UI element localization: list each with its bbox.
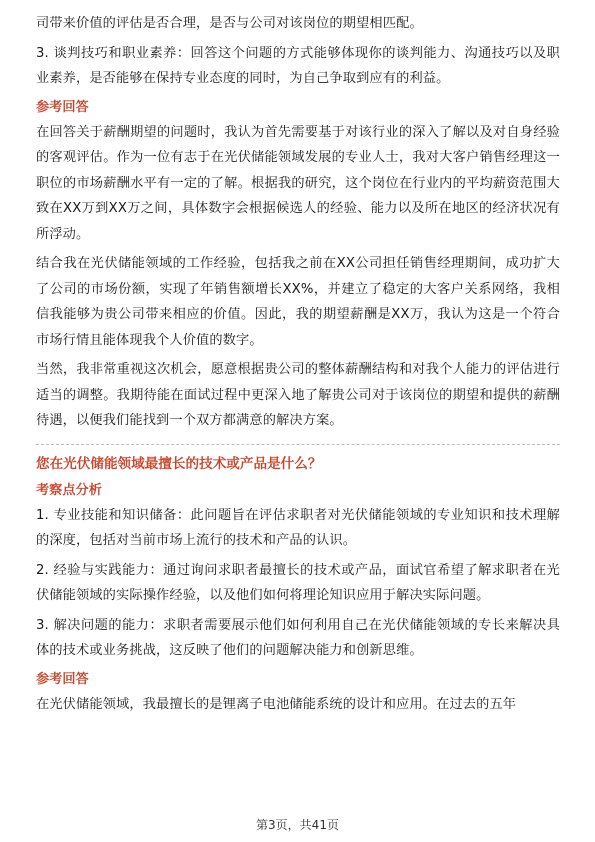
reference-answer-heading: 参考回答 bbox=[36, 671, 89, 687]
answer-paragraph: 结合我在光伏储能领域的工作经验，包括我之前在XX公司担任销售经理期间，成功扩大了公司的市场份额，实现了年销售额增长XX%，并建立了稳定的大客户关系网络，我相信我能够为贵公司带来相应的价值。因此，我的期望薪酬是XX万，我认为这是一个符合市场行情且能体现我个人价值的数字。 bbox=[36, 256, 560, 348]
answer-paragraph: 在光伏储能领域，我最擅长的是锂离子电池储能系统的设计和应用。在过去的五年 bbox=[36, 696, 517, 712]
analysis-point: 2. 经验与实践能力：通过询问求职者最擅长的技术或产品，面试官希望了解求职者在光伏储能领域的实际操作经验，以及他们如何将理论知识应用于解决实际问题。 bbox=[36, 562, 560, 603]
reference-answer-heading: 参考回答 bbox=[36, 99, 89, 115]
paragraph-intro-tail: 司带来价值的评估是否合理，是否与公司对该岗位的期望相匹配。 bbox=[36, 16, 423, 31]
answer-paragraph: 在回答关于薪酬期望的问题时，我认为首先需要基于对该行业的深入了解以及对自身经验的客观评估。作为一位有志于在光伏储能领域发展的专业人士，我对大客户销售经理这一职位的市场薪酬水平有一定的了解。根据我的研究，这个岗位在行业内的平均薪资范围大致在XX万到XX万之间，具体数字会根据候选人的经验、能力以及所在地区的经济状况有所浮动。 bbox=[36, 124, 560, 242]
section-divider bbox=[36, 444, 560, 445]
analysis-point: 3. 解决问题的能力：求职者需要展示他们如何利用自己在光伏储能领域的专长来解决具体的技术或业务挑战，这反映了他们的问题解决能力和创新思维。 bbox=[36, 617, 560, 658]
page-number: 第3页，共41页 bbox=[256, 818, 339, 832]
answer-paragraph: 当然，我非常重视这次机会，愿意根据贵公司的整体薪酬结构和对我个人能力的评估进行适当的调整。我期待能在面试过程中更深入地了解贵公司对于该岗位的期望和提供的薪酬待遇，以便我们能找到一个双方都满意的解决方案。 bbox=[36, 362, 560, 428]
analysis-heading: 考察点分析 bbox=[36, 482, 102, 498]
analysis-point: 1. 专业技能和知识储备：此问题旨在评估求职者对光伏储能领域的专业知识和技术理解的深度，包括对当前市场上流行的技术和产品的认识。 bbox=[36, 507, 560, 548]
paragraph-point-3: 3. 谈判技巧和职业素养：回答这个问题的方式能够体现你的谈判能力、沟通技巧以及职业素养，是否能够在保持专业态度的同时，为自己争取到应有的利益。 bbox=[36, 45, 560, 86]
question-title: 您在光伏储能领域最擅长的技术或产品是什么？ bbox=[36, 455, 322, 472]
page-content bbox=[36, 11, 560, 721]
